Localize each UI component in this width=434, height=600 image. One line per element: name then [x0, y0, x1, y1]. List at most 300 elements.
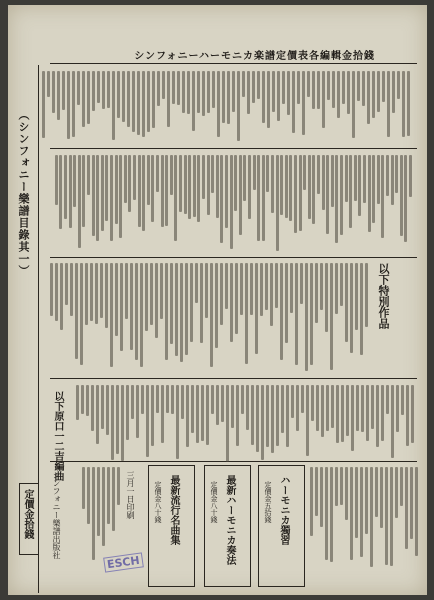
- text-column-line: [290, 263, 293, 313]
- text-column-line: [122, 71, 125, 122]
- book-ad-1-price: 定價金八十錢: [154, 481, 162, 523]
- text-column-line: [225, 155, 228, 228]
- text-column-line: [87, 155, 90, 195]
- text-column-line: [216, 385, 219, 425]
- text-column-line: [69, 155, 72, 228]
- text-column-line: [404, 155, 407, 242]
- text-column-line: [337, 71, 340, 118]
- text-column-line: [335, 155, 338, 243]
- text-column-line: [346, 385, 349, 436]
- text-column-line: [275, 263, 278, 308]
- text-column-line: [121, 385, 124, 461]
- text-column-line: [248, 155, 251, 219]
- text-column-line: [322, 71, 325, 128]
- text-block-row5b: [70, 467, 120, 567]
- text-column-line: [237, 71, 240, 141]
- text-column-line: [239, 155, 242, 235]
- text-column-line: [133, 155, 136, 200]
- text-column-line: [377, 71, 380, 112]
- book-ad-1-title: 最新流行名曲集: [168, 475, 179, 545]
- text-column-line: [315, 467, 318, 516]
- text-column-line: [116, 385, 119, 454]
- text-column-line: [85, 263, 88, 325]
- text-column-line: [124, 155, 127, 203]
- text-column-line: [357, 71, 360, 101]
- text-column-line: [390, 467, 393, 566]
- text-column-line: [347, 71, 350, 114]
- text-column-line: [356, 385, 359, 431]
- text-column-line: [195, 263, 198, 303]
- text-column-line: [361, 385, 364, 432]
- text-column-line: [260, 263, 263, 316]
- text-column-line: [91, 385, 94, 431]
- page-title: シンフォニーハーモニカ楽譜定價表各編輯金拾錢: [134, 51, 375, 62]
- text-column-line: [242, 71, 245, 97]
- text-column-line: [363, 155, 366, 203]
- text-column-line: [107, 467, 110, 524]
- text-column-line: [289, 155, 292, 221]
- text-column-line: [291, 385, 294, 418]
- text-column-line: [138, 155, 141, 227]
- text-column-line: [101, 385, 104, 429]
- text-column-line: [180, 263, 183, 362]
- text-column-line: [47, 71, 50, 97]
- text-column-line: [340, 467, 343, 505]
- text-column-line: [160, 263, 163, 319]
- text-column-line: [366, 385, 369, 441]
- text-column-line: [252, 71, 255, 103]
- text-column-line: [167, 71, 170, 127]
- text-column-line: [60, 263, 63, 330]
- text-column-line: [145, 263, 148, 331]
- text-column-line: [349, 155, 352, 228]
- text-column-line: [65, 263, 68, 305]
- text-column-line: [277, 71, 280, 121]
- text-column-line: [312, 71, 315, 109]
- text-column-line: [72, 71, 75, 137]
- text-block-row3: [50, 263, 368, 375]
- text-column-line: [165, 155, 168, 226]
- text-column-line: [52, 71, 55, 113]
- text-column-line: [325, 263, 328, 332]
- text-column-line: [280, 155, 283, 215]
- text-column-line: [311, 385, 314, 421]
- text-column-line: [355, 467, 358, 538]
- text-column-line: [307, 71, 310, 97]
- text-column-line: [360, 467, 363, 557]
- colophon-date: 三月一日印刷: [126, 471, 135, 519]
- text-column-line: [407, 71, 410, 136]
- text-block-row4: [72, 385, 414, 457]
- text-column-line: [266, 385, 269, 447]
- text-column-line: [82, 155, 85, 227]
- text-column-line: [354, 155, 357, 201]
- text-column-line: [358, 155, 361, 216]
- text-column-line: [92, 155, 95, 236]
- text-column-line: [77, 71, 80, 105]
- text-column-line: [146, 385, 149, 457]
- text-column-line: [132, 71, 135, 132]
- text-column-line: [87, 71, 90, 124]
- text-column-line: [381, 385, 384, 441]
- book-ad-2-title: ハーモニカ獨習: [278, 475, 289, 545]
- text-column-line: [415, 467, 418, 556]
- text-column-line: [341, 385, 344, 442]
- text-column-line: [330, 263, 333, 370]
- text-column-line: [372, 155, 375, 223]
- text-column-line: [387, 71, 390, 137]
- text-column-line: [221, 385, 224, 422]
- text-column-line: [42, 71, 45, 138]
- text-column-line: [186, 385, 189, 447]
- text-column-line: [165, 263, 168, 360]
- text-column-line: [57, 71, 60, 120]
- text-column-line: [386, 385, 389, 414]
- text-column-line: [316, 385, 319, 431]
- text-column-line: [317, 71, 320, 109]
- text-column-line: [322, 155, 325, 210]
- text-column-line: [367, 71, 370, 124]
- text-column-line: [381, 155, 384, 238]
- text-column-line: [196, 385, 199, 443]
- text-column-line: [176, 385, 179, 459]
- text-column-line: [86, 385, 89, 416]
- text-column-line: [280, 263, 283, 360]
- text-column-line: [262, 155, 265, 241]
- text-column-line: [226, 385, 229, 462]
- text-column-line: [234, 155, 237, 211]
- text-column-line: [365, 263, 368, 327]
- text-column-line: [170, 155, 173, 195]
- text-column-line: [202, 155, 205, 199]
- text-column-line: [97, 71, 100, 103]
- text-column-line: [50, 263, 53, 316]
- text-column-line: [140, 263, 143, 367]
- text-column-line: [81, 385, 84, 414]
- text-column-line: [350, 263, 353, 353]
- text-column-line: [161, 155, 164, 227]
- text-column-line: [345, 263, 348, 342]
- text-column-line: [266, 155, 269, 192]
- text-column-line: [75, 263, 78, 359]
- text-column-line: [391, 385, 394, 458]
- text-column-line: [92, 71, 95, 111]
- text-column-line: [110, 263, 113, 367]
- text-column-line: [152, 71, 155, 128]
- text-column-line: [392, 71, 395, 113]
- text-column-line: [282, 71, 285, 104]
- text-column-line: [320, 263, 323, 310]
- text-column-line: [110, 155, 113, 241]
- text-column-line: [151, 155, 154, 222]
- text-column-line: [210, 263, 213, 367]
- text-column-line: [96, 385, 99, 444]
- text-column-line: [292, 71, 295, 133]
- text-column-line: [206, 385, 209, 445]
- text-column-line: [365, 467, 368, 534]
- text-column-line: [296, 385, 299, 431]
- text-column-line: [310, 467, 313, 536]
- text-column-line: [220, 155, 223, 243]
- text-column-line: [321, 385, 324, 437]
- text-column-line: [106, 385, 109, 435]
- text-column-line: [281, 385, 284, 433]
- text-column-line: [325, 467, 328, 560]
- text-column-line: [117, 467, 120, 505]
- text-column-line: [192, 71, 195, 131]
- text-column-line: [197, 155, 200, 222]
- text-column-line: [405, 467, 408, 549]
- text-column-line: [235, 263, 238, 334]
- text-column-line: [177, 71, 180, 105]
- text-column-line: [400, 155, 403, 236]
- text-column-line: [82, 467, 85, 509]
- text-column-line: [265, 263, 268, 310]
- text-column-line: [201, 385, 204, 441]
- section-divider-1: [50, 148, 417, 149]
- text-column-line: [375, 467, 378, 517]
- text-column-line: [211, 385, 214, 414]
- catalogue-side-label: （シンフォニー樂譜目錄其一）: [17, 109, 30, 277]
- text-column-line: [197, 71, 200, 113]
- text-column-line: [187, 71, 190, 114]
- text-column-line: [156, 155, 159, 192]
- text-column-line: [59, 155, 62, 229]
- text-column-line: [102, 71, 105, 109]
- text-column-line: [335, 263, 338, 314]
- text-column-line: [372, 71, 375, 118]
- text-column-line: [216, 155, 219, 218]
- text-column-line: [231, 385, 234, 428]
- text-column-line: [188, 155, 191, 219]
- text-column-line: [397, 71, 400, 99]
- text-column-line: [327, 71, 330, 100]
- text-column-line: [55, 155, 58, 205]
- arranger-label: 以下原口一二吉編曲: [52, 391, 63, 481]
- text-column-line: [112, 467, 115, 531]
- text-column-line: [342, 71, 345, 104]
- text-column-line: [297, 71, 300, 104]
- text-column-line: [301, 385, 304, 413]
- text-block-row1: [50, 71, 410, 143]
- text-column-line: [382, 71, 385, 102]
- price-box-label: 定價金拾錢: [22, 489, 33, 539]
- text-column-line: [312, 155, 315, 224]
- text-column-line: [128, 155, 131, 212]
- text-column-line: [102, 467, 105, 546]
- text-column-line: [142, 155, 145, 231]
- text-column-line: [115, 155, 118, 224]
- text-column-line: [286, 385, 289, 447]
- text-column-line: [157, 71, 160, 106]
- text-column-line: [303, 155, 306, 190]
- text-column-line: [386, 155, 389, 196]
- book-ad-2-price: 定價金五拾錢: [264, 481, 272, 523]
- text-column-line: [331, 385, 334, 428]
- special-works-heading: 以下特別作品: [377, 263, 390, 329]
- text-column-line: [300, 263, 303, 304]
- text-column-line: [166, 385, 169, 413]
- text-column-line: [400, 467, 403, 506]
- text-column-line: [368, 155, 371, 232]
- ownership-stamp: ESCH: [103, 552, 143, 572]
- text-column-line: [190, 263, 193, 342]
- text-column-line: [302, 71, 305, 135]
- book-ad-3-title: 最新ハーモニカ奏法: [224, 475, 235, 565]
- text-column-line: [150, 263, 153, 325]
- text-column-line: [97, 467, 100, 536]
- text-column-line: [299, 155, 302, 231]
- text-column-line: [271, 155, 274, 213]
- text-column-line: [271, 385, 274, 453]
- text-column-line: [276, 385, 279, 446]
- text-column-line: [230, 263, 233, 342]
- text-column-line: [182, 71, 185, 113]
- text-column-line: [87, 467, 90, 524]
- text-column-line: [162, 71, 165, 99]
- text-column-line: [191, 385, 194, 433]
- text-column-line: [130, 263, 133, 350]
- text-column-line: [78, 155, 81, 248]
- text-column-line: [315, 263, 318, 323]
- text-column-line: [261, 385, 264, 460]
- catalogue-page: [8, 5, 427, 595]
- text-column-line: [131, 385, 134, 419]
- text-column-line: [345, 467, 348, 520]
- text-column-line: [96, 155, 99, 241]
- text-column-line: [246, 385, 249, 430]
- text-column-line: [255, 263, 258, 354]
- text-column-line: [67, 71, 70, 139]
- text-column-line: [215, 263, 218, 348]
- text-column-line: [362, 71, 365, 106]
- text-column-line: [257, 71, 260, 99]
- text-column-line: [285, 263, 288, 343]
- text-column-line: [151, 385, 154, 446]
- text-column-line: [306, 385, 309, 456]
- text-column-line: [174, 155, 177, 241]
- text-column-line: [181, 385, 184, 419]
- text-column-line: [276, 155, 279, 251]
- text-column-line: [202, 71, 205, 116]
- text-column-line: [256, 385, 259, 452]
- colophon-publisher: シンフォニー樂譜出版社: [52, 471, 61, 559]
- text-column-line: [262, 71, 265, 123]
- text-column-line: [170, 263, 173, 344]
- text-column-line: [101, 155, 104, 231]
- text-column-line: [141, 385, 144, 414]
- text-column-line: [207, 155, 210, 215]
- text-column-line: [241, 385, 244, 414]
- text-column-line: [317, 155, 320, 194]
- text-column-line: [212, 71, 215, 108]
- text-column-line: [155, 263, 158, 338]
- text-column-line: [305, 263, 308, 371]
- text-block-row5a: [308, 467, 418, 577]
- text-column-line: [193, 155, 196, 217]
- text-column-line: [295, 263, 298, 365]
- text-column-line: [142, 71, 145, 137]
- text-column-line: [377, 155, 380, 204]
- text-column-line: [351, 385, 354, 451]
- text-column-line: [370, 467, 373, 567]
- text-column-line: [401, 385, 404, 415]
- text-column-line: [136, 385, 139, 438]
- text-column-line: [247, 71, 250, 114]
- text-column-line: [253, 155, 256, 190]
- text-column-line: [137, 71, 140, 135]
- text-column-line: [82, 71, 85, 127]
- text-column-line: [376, 385, 379, 447]
- text-column-line: [270, 263, 273, 326]
- text-column-line: [360, 263, 363, 355]
- text-column-line: [175, 263, 178, 356]
- text-column-line: [92, 467, 95, 560]
- text-column-line: [220, 263, 223, 325]
- text-column-line: [225, 263, 228, 309]
- text-column-line: [230, 155, 233, 249]
- header-rule: [50, 63, 417, 64]
- text-column-line: [272, 71, 275, 112]
- text-column-line: [250, 263, 253, 315]
- text-column-line: [326, 385, 329, 431]
- text-column-line: [287, 71, 290, 115]
- text-column-line: [245, 263, 248, 364]
- text-column-line: [310, 263, 313, 365]
- text-column-line: [411, 385, 414, 443]
- text-column-line: [127, 71, 130, 127]
- text-column-line: [184, 155, 187, 214]
- text-column-line: [352, 71, 355, 138]
- text-column-line: [409, 155, 412, 197]
- text-column-line: [125, 263, 128, 319]
- book-ad-3-price: 定價金八十錢: [210, 481, 218, 523]
- text-column-line: [332, 71, 335, 108]
- text-column-line: [73, 155, 76, 207]
- text-column-line: [227, 71, 230, 124]
- text-column-line: [100, 263, 103, 318]
- text-column-line: [395, 467, 398, 518]
- text-column-line: [340, 263, 343, 306]
- text-column-line: [340, 155, 343, 235]
- text-column-line: [236, 385, 239, 446]
- text-column-line: [335, 467, 338, 506]
- text-column-line: [117, 71, 120, 118]
- text-column-line: [156, 385, 159, 413]
- text-column-line: [243, 155, 246, 201]
- text-column-line: [171, 385, 174, 414]
- text-column-line: [207, 71, 210, 113]
- text-column-line: [112, 71, 115, 140]
- text-column-line: [371, 385, 374, 429]
- text-column-line: [331, 155, 334, 207]
- text-column-line: [80, 263, 83, 365]
- text-column-line: [285, 155, 288, 218]
- text-column-line: [232, 71, 235, 112]
- section-divider-4: [50, 461, 417, 462]
- text-column-line: [355, 263, 358, 330]
- section-divider-2: [50, 257, 417, 258]
- text-column-line: [90, 263, 93, 321]
- text-column-line: [395, 155, 398, 193]
- text-column-line: [267, 71, 270, 128]
- text-column-line: [120, 263, 123, 351]
- text-column-line: [107, 71, 110, 108]
- text-column-line: [345, 155, 348, 202]
- text-column-line: [211, 155, 214, 193]
- text-column-line: [326, 155, 329, 234]
- text-column-line: [70, 263, 73, 316]
